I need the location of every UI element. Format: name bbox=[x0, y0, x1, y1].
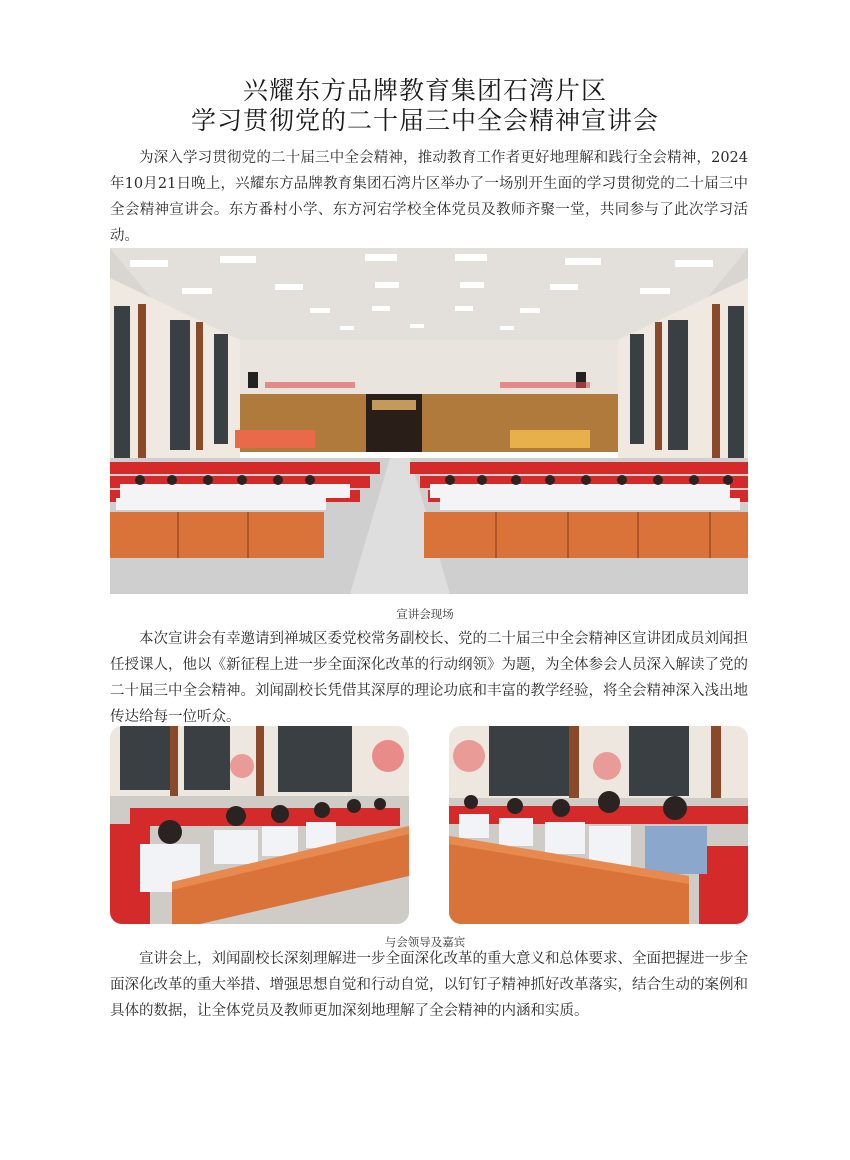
leaders-photo-left bbox=[110, 726, 409, 924]
paragraph-intro: 为深入学习贯彻党的二十届三中全会精神，推动教育工作者更好地理解和践行全会精神，2024年10月21日晚上，兴耀东方品牌教育集团石湾片区举办了一场别开生面的学习贯彻党的二十届三中全会精神宣讲会。东方番村小学、东方河宕学校全体党员及教师齐聚一堂，共同参与了此次学习活动。 bbox=[110, 150, 748, 244]
caption-leaders: 与会领导及嘉宾 bbox=[384, 935, 466, 949]
auditorium-photo bbox=[110, 248, 748, 594]
paragraph-speaker: 本次宣讲会有幸邀请到禅城区委党校常务副校长、党的二十届三中全会精神区宣讲团成员刘闻担任授课人，他以《新征程上进一步全面深化改革的行动纲领》为题，为全体参会人员深入解读了党的二十届三中全会精神。刘闻副校长凭借其深厚的理论功底和丰富的教学经验，将全会精神深入浅出地传达给每一位听众。 bbox=[110, 631, 748, 725]
title-line-2: 学习贯彻党的二十届三中全会精神宣讲会 bbox=[190, 106, 659, 135]
caption-hall: 宣讲会现场 bbox=[396, 607, 454, 621]
paragraph-content: 宣讲会上，刘闻副校长深刻理解进一步全面深化改革的重大意义和总体要求、全面把握进一步全面深化改革的重大举措、增强思想自觉和行动自觉，以钉钉子精神抓好改革落实，结合生动的案例和具体的数据，让全体党员及教师更加深刻地理解了全会精神的内涵和实质。 bbox=[110, 951, 748, 1019]
title-line-1: 兴耀东方品牌教育集团石湾片区 bbox=[242, 76, 607, 105]
leaders-photo-right bbox=[449, 726, 748, 924]
